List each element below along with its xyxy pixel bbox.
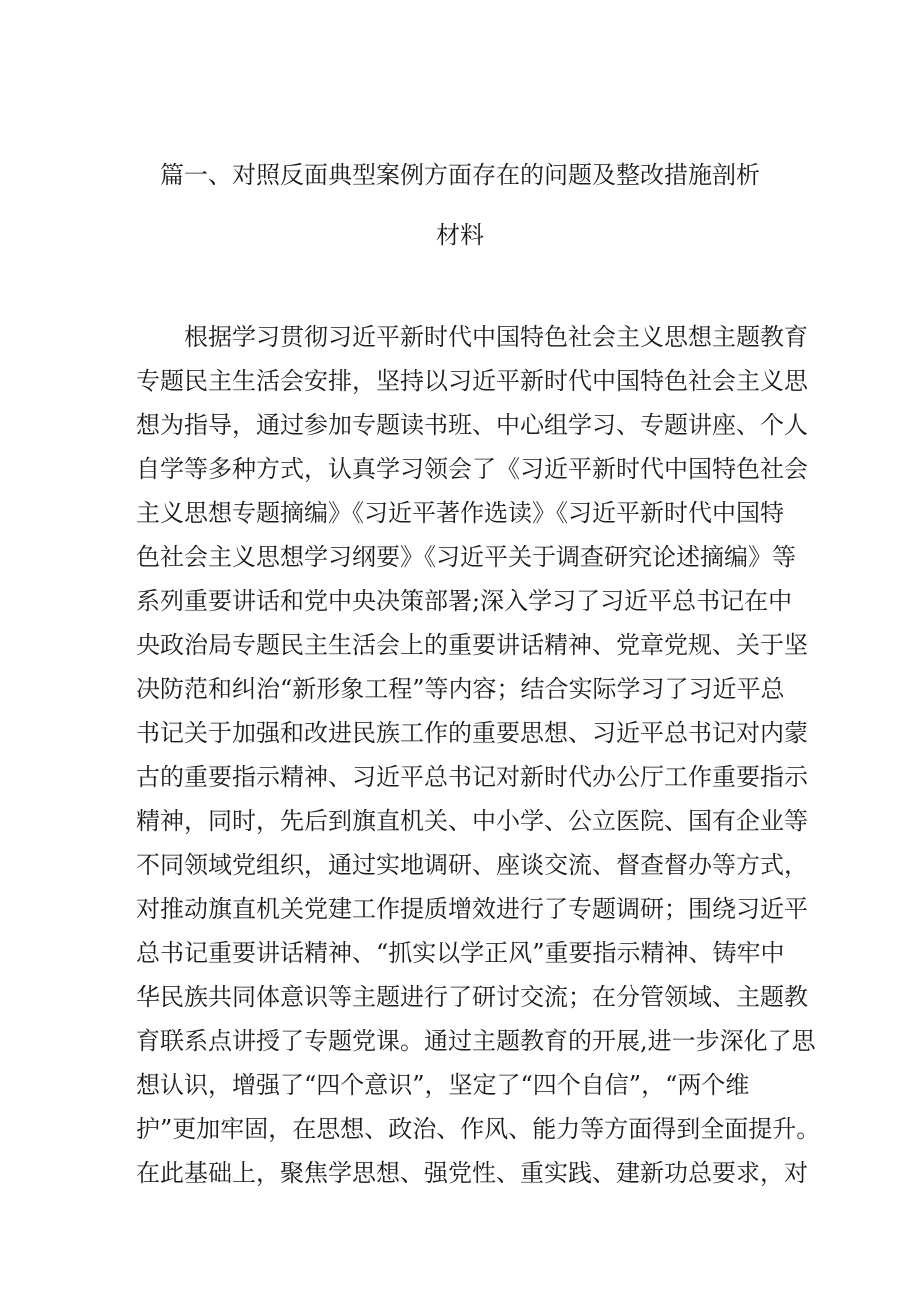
paragraph-line: 想认识，增强了“四个意识”，坚定了“四个自信”，“两个维 xyxy=(136,1071,750,1099)
paragraph-line: 央政治局专题民主生活会上的重要讲话精神、党章党规、关于坚 xyxy=(136,631,808,659)
body-paragraph xyxy=(136,315,821,1195)
paragraph-line: 想为指导，通过参加专题读书班、中心组学习、专题讲座、个人 xyxy=(136,411,808,439)
paragraph-line: 系列重要讲话和党中央决策部署;深入学习了习近平总书记在中 xyxy=(136,587,793,615)
paragraph-line: 护”更加牢固，在思想、政治、作风、能力等方面得到全面提升。 xyxy=(136,1115,821,1143)
document-title-line-1: 篇一、对照反面典型案例方面存在的问题及整改措施剖析 xyxy=(160,161,760,189)
paragraph-line: 对推动旗直机关党建工作提质增效进行了专题调研；围绕习近平 xyxy=(136,895,808,923)
paragraph-line: 精神，同时，先后到旗直机关、中小学、公立医院、国有企业等 xyxy=(136,807,808,835)
paragraph-line: 书记关于加强和改进民族工作的重要思想、习近平总书记对内蒙 xyxy=(136,719,808,747)
paragraph-line: 自学等多种方式，认真学习领会了《习近平新时代中国特色社会 xyxy=(136,455,808,483)
paragraph-line: 根据学习贯彻习近平新时代中国特色社会主义思想主题教育 xyxy=(136,323,808,351)
paragraph-line: 在此基础上，聚焦学思想、强党性、重实践、建新功总要求，对 xyxy=(136,1159,808,1187)
paragraph-line: 育联系点讲授了专题党课。通过主题教育的开展,进一步深化了思 xyxy=(136,1027,816,1055)
paragraph-line: 色社会主义思想学习纲要》《习近平关于调查研究论述摘编》等 xyxy=(136,543,796,571)
paragraph-line: 华民族共同体意识等主题进行了研讨交流；在分管领域、主题教 xyxy=(136,983,808,1011)
paragraph-line: 不同领域党组织，通过实地调研、座谈交流、督查督办等方式， xyxy=(136,851,808,879)
paragraph-line: 决防范和纠治“新形象工程”等内容；结合实际学习了习近平总 xyxy=(136,675,785,703)
paragraph-line: 古的重要指示精神、习近平总书记对新时代办公厅工作重要指示 xyxy=(136,763,808,791)
paragraph-line: 主义思想专题摘编》《习近平著作选读》《习近平新时代中国特 xyxy=(136,499,784,527)
paragraph-line: 专题民主生活会安排，坚持以习近平新时代中国特色社会主义思 xyxy=(136,367,808,395)
paragraph-line: 总书记重要讲话精神、“抓实以学正风”重要指示精神、铸牢中 xyxy=(136,939,785,967)
document-title-line-2: 材料 xyxy=(436,221,484,249)
